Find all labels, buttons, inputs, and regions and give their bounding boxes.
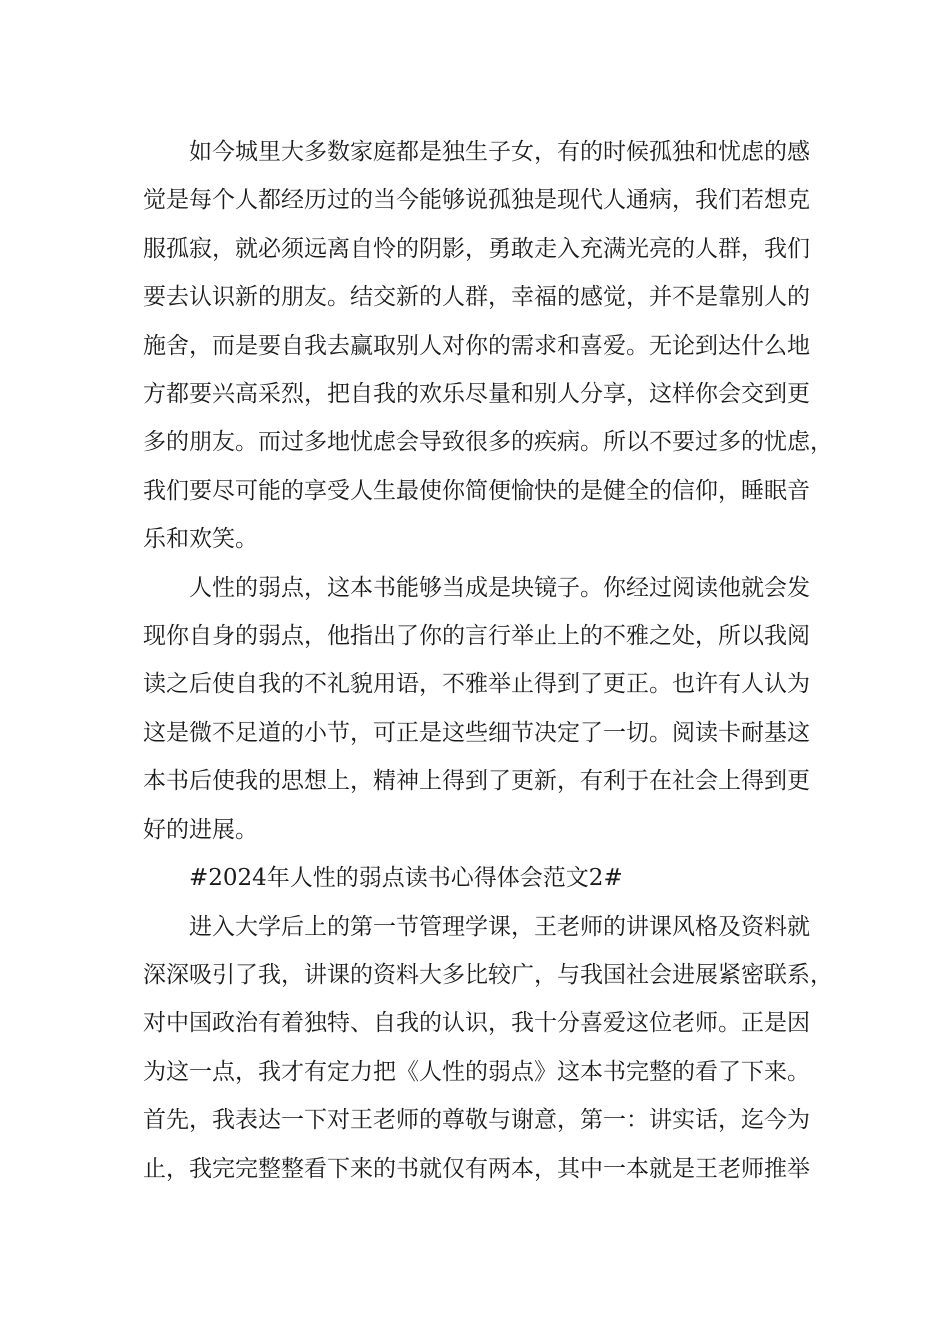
paragraph-2 [143,564,823,854]
text-line: 止，我完完整整看下来的书就仅有两本，其中一本就是王老师推举 [143,1155,810,1182]
text-line: 觉是每个人都经历过的当今能够说孤独是现代人通病，我们若想克 [143,187,810,214]
text-line: 首先，我表达一下对王老师的尊敬与谢意，第一：讲实话，迄今为 [143,1107,810,1134]
text-line: 这是微不足道的小节，可正是这些细节决定了一切。阅读卡耐基这 [143,719,810,746]
paragraph-1 [143,128,833,564]
text-line: 服孤寂，就必须远离自怜的阴影，勇敢走入充满光亮的人群，我们 [143,235,810,262]
text-line: 施舍，而是要自我去赢取别人对你的需求和喜爱。无论到达什么地 [143,332,810,359]
text-line: 多的朋友。而过多地忧虑会导致很多的疾病。所以不要过多的忧虑， [143,429,833,456]
text-line: 人性的弱点，这本书能够当成是块镜子。你经过阅读他就会发 [189,574,810,601]
text-line: 为这一点，我才有定力把《人性的弱点》这本书完整的看了下来。 [143,1058,810,1085]
text-line: 深深吸引了我，讲课的资料大多比较广，与我国社会进展紧密联系， [143,961,833,988]
text-line: 要去认识新的朋友。结交新的人群，幸福的感觉，并不是靠别人的 [143,284,810,311]
text-line: 对中国政治有着独特、自我的认识，我十分喜爱这位老师。正是因 [143,1010,810,1037]
text-line: 现你自身的弱点，他指出了你的言行举止上的不雅之处，所以我阅 [143,623,810,650]
text-line: 进入大学后上的第一节管理学课，王老师的讲课风格及资料就 [189,913,810,940]
text-line: 读之后使自我的不礼貌用语，不雅举止得到了更正。也许有人认为 [143,671,810,698]
text-line: 好的进展。 [143,816,258,843]
text-line: 方都要兴高采烈，把自我的欢乐尽量和别人分享，这样你会交到更 [143,381,810,408]
text-line: 我们要尽可能的享受人生最使你简便愉快的是健全的信仰，睡眠音 [143,477,810,504]
text-line: #2024年人性的弱点读书心得体会范文2# [189,865,623,892]
text-line: 本书后使我的思想上，精神上得到了更新，有利于在社会上得到更 [143,768,810,795]
section-heading [143,854,823,902]
document-body [143,128,833,1193]
text-line: 乐和欢笑。 [143,526,258,553]
paragraph-3 [143,903,833,1193]
text-line: 如今城里大多数家庭都是独生子女，有的时候孤独和忧虑的感 [189,139,810,165]
